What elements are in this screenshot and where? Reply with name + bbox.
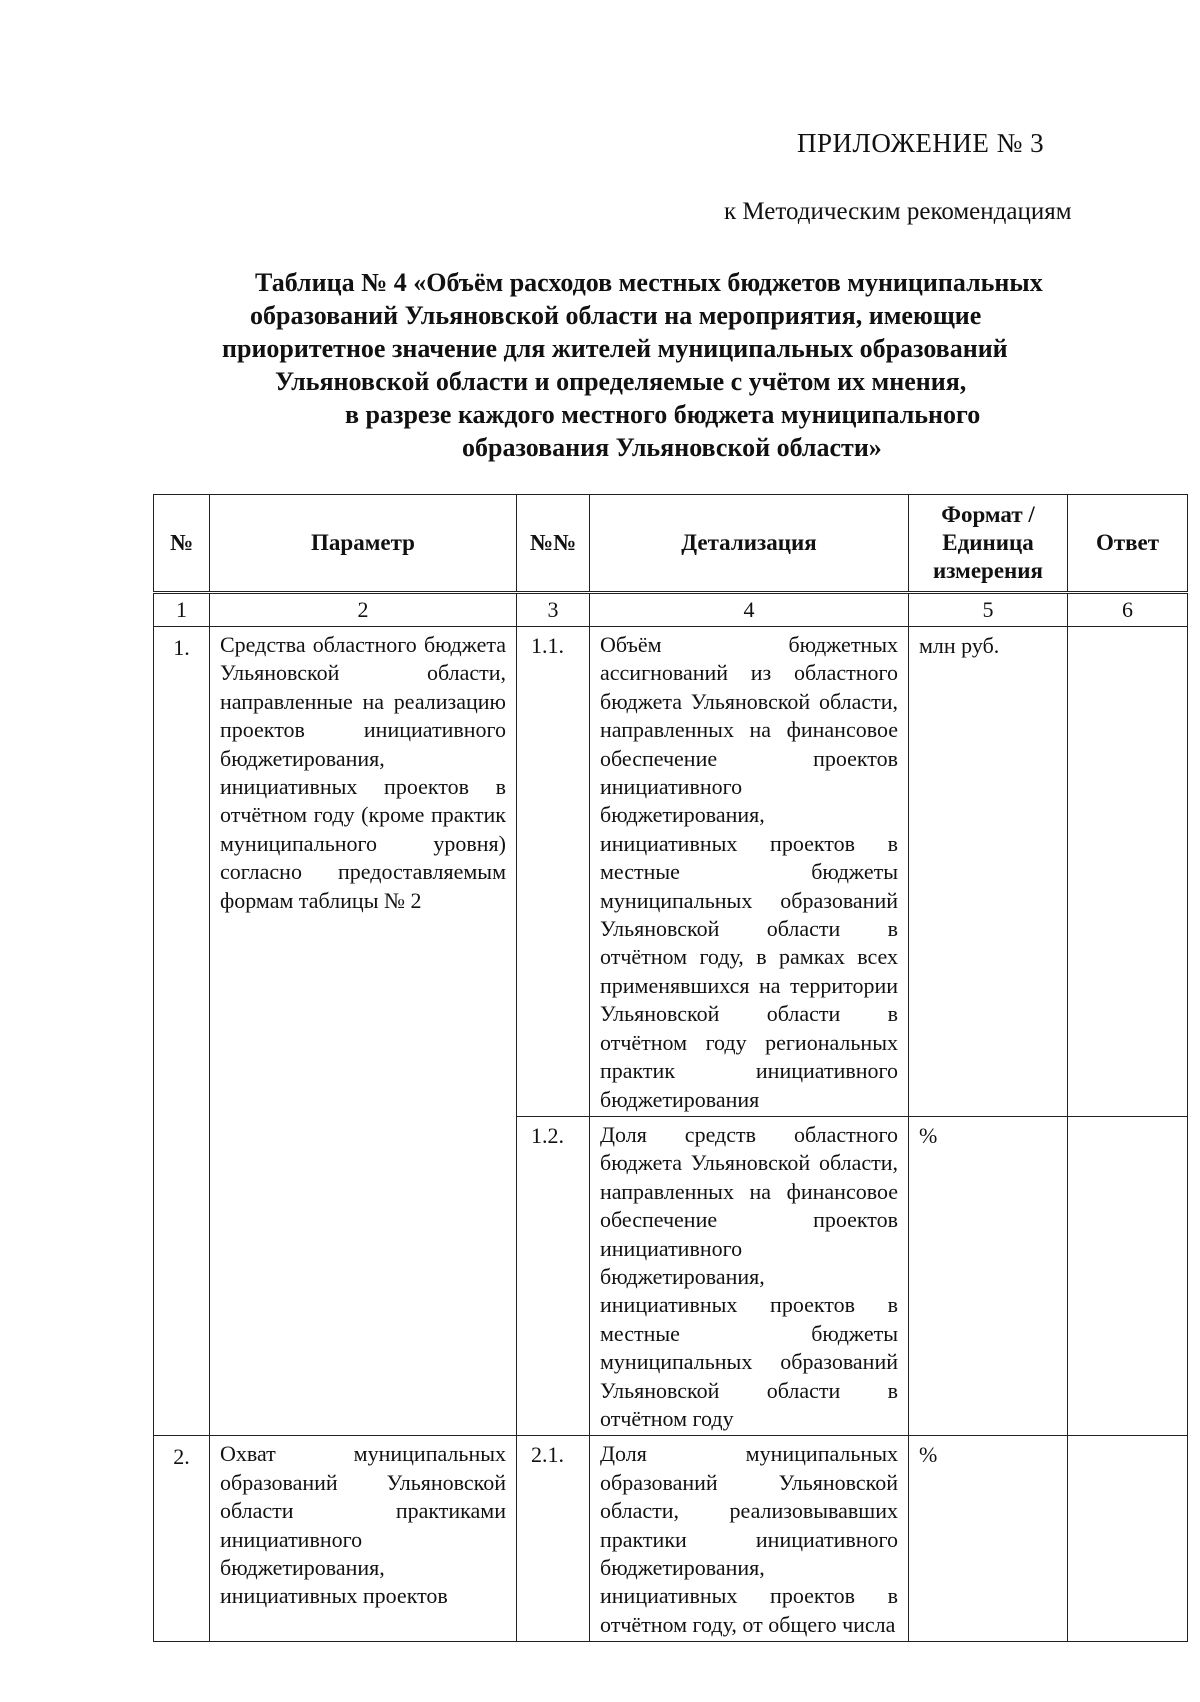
detail-cell: Доля муниципальных образований Ульяновской области, реализовывавших практики инициативного бюджетирования, инициативных проектов в отчётном году, от общего числа [590,1436,909,1642]
title-line: в разрезе каждого местного бюджета муниципального [345,400,981,429]
column-number: 1 [154,593,210,627]
header-cell: №№ [517,495,590,593]
format-cell: млн руб. [909,627,1068,1117]
sub-number: 1.1. [517,627,590,1117]
header-cell: № [154,495,210,593]
appendix-number: ПРИЛОЖЕНИЕ № 3 [797,128,1045,158]
parameter-cell: Средства областного бюджета Ульяновской области, направленные на реализацию проектов инициативного бюджетирования, инициативных проектов в отчётном году (кроме практик муниципального уровня) согласно предоставляемым формам таблицы № 2 [210,627,517,1436]
column-number-row [154,593,1188,627]
header-cell: Параметр [210,495,517,593]
format-cell: % [909,1116,1068,1435]
answer-cell[interactable] [1068,1116,1188,1435]
answer-cell[interactable] [1068,627,1188,1117]
table-row [154,627,1188,1117]
column-number: 6 [1068,593,1188,627]
detail-cell: Объём бюджетных ассигнований из областного бюджета Ульяновской области, направленных на финансовое обеспечение проектов инициативного бюджетирования, инициативных проектов в местные бюджеты муниципальных образований Ульяновской области в отчётном году, в рамках всех применявшихся на территории Ульяновской области в отчётном году региональных практик инициативного бюджетирования [590,627,909,1117]
row-number: 2. [154,1436,210,1642]
title-line: образований Ульяновской области на мероприятия, имеющие [250,301,982,330]
title-line: Таблица № 4 «Объём расходов местных бюджетов муниципальных [255,268,1043,297]
header-cell: Формат / Единица измерения [909,495,1068,593]
column-number: 2 [210,593,517,627]
parameter-cell: Охват муниципальных образований Ульяновской области практиками инициативного бюджетирования, инициативных проектов [210,1436,517,1642]
header-cell: Детализация [590,495,909,593]
row-number: 1. [154,627,210,1436]
title-line: образования Ульяновской области» [462,433,882,462]
expenses-table [153,494,1188,1642]
column-number: 5 [909,593,1068,627]
appendix-subtitle: к Методическим рекомендациям [724,198,1072,225]
table-title [200,266,1100,464]
format-cell: % [909,1436,1068,1642]
table-row [154,1436,1188,1642]
detail-cell: Доля средств областного бюджета Ульяновской области, направленных на финансовое обеспечение проектов инициативного бюджетирования, инициативных проектов в местные бюджеты муниципальных образований Ульяновской области в отчётном году [590,1116,909,1435]
sub-number: 2.1. [517,1436,590,1642]
answer-cell[interactable] [1068,1436,1188,1642]
header-cell: Ответ [1068,495,1188,593]
column-number: 4 [590,593,909,627]
title-line: Ульяновской области и определяемые с учётом их мнения, [275,367,967,396]
column-number: 3 [517,593,590,627]
table-header-row [154,495,1188,593]
sub-number: 1.2. [517,1116,590,1435]
title-line: приоритетное значение для жителей муниципальных образований [222,334,1008,363]
